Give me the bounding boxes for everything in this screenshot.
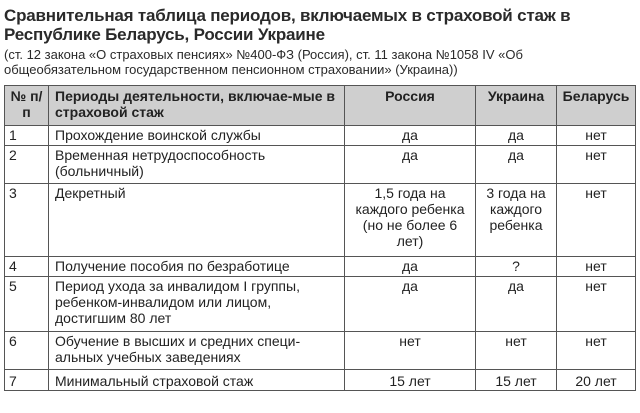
row-belarus: нет — [557, 126, 636, 146]
row-ukraine: нет — [476, 332, 557, 370]
row-period: Временная нетрудоспособность (больничный) — [49, 146, 345, 184]
document-subtitle: (ст. 12 закона «О страховых пенсиях» №400-ФЗ (Россия), ст. 11 закона №1058 IV «Об общеобязательном государственном пенсионном страховании» (Украина)) — [4, 47, 523, 77]
row-ukraine: ? — [476, 257, 557, 277]
row-ukraine: 15 лет — [476, 370, 557, 391]
row-number: 6 — [5, 332, 49, 370]
header-russia: Россия — [345, 86, 476, 126]
header-belarus: Беларусь — [557, 86, 636, 126]
header-ukraine: Украина — [476, 86, 557, 126]
header-number: № п/п — [5, 86, 49, 126]
row-russia: 15 лет — [345, 370, 476, 391]
row-ukraine: 3 года на каждого ребенка — [476, 184, 557, 257]
row-period: Минимальный страховой стаж — [49, 370, 345, 391]
table-header-row — [5, 86, 636, 126]
row-russia: да — [345, 277, 476, 332]
row-number: 7 — [5, 370, 49, 391]
row-russia: 1,5 года на каждого ребенка (но не более 6 лет) — [345, 184, 476, 257]
row-belarus: 20 лет — [557, 370, 636, 391]
row-russia: да — [345, 257, 476, 277]
row-period: Декретный — [49, 184, 345, 257]
table-row — [5, 257, 636, 277]
row-belarus: нет — [557, 146, 636, 184]
row-ukraine: да — [476, 277, 557, 332]
table-row — [5, 146, 636, 184]
document-title: Сравнительная таблица периодов, включаемых в страховой стаж в Республике Беларусь, России Украине — [4, 6, 571, 44]
row-number: 4 — [5, 257, 49, 277]
row-period: Период ухода за инвалидом I группы, ребенком-инвалидом или лицом, достигшим 80 лет — [49, 277, 345, 332]
row-number: 5 — [5, 277, 49, 332]
header-period: Периоды деятельности, включае-мые в страховой стаж — [49, 86, 345, 126]
row-number: 2 — [5, 146, 49, 184]
table-row — [5, 332, 636, 370]
row-ukraine: да — [476, 146, 557, 184]
row-russia: да — [345, 126, 476, 146]
table-row — [5, 126, 636, 146]
table-row — [5, 370, 636, 391]
row-russia: нет — [345, 332, 476, 370]
row-belarus: нет — [557, 332, 636, 370]
table-row — [5, 277, 636, 332]
row-belarus: нет — [557, 257, 636, 277]
row-period: Обучение в высших и средних специ-альных учебных заведениях — [49, 332, 345, 370]
row-period: Прохождение воинской службы — [49, 126, 345, 146]
comparison-table — [4, 85, 636, 391]
row-belarus: нет — [557, 277, 636, 332]
row-ukraine: да — [476, 126, 557, 146]
row-period: Получение пособия по безработице — [49, 257, 345, 277]
row-number: 1 — [5, 126, 49, 146]
row-russia: да — [345, 146, 476, 184]
row-belarus: нет — [557, 184, 636, 257]
table-row — [5, 184, 636, 257]
row-number: 3 — [5, 184, 49, 257]
